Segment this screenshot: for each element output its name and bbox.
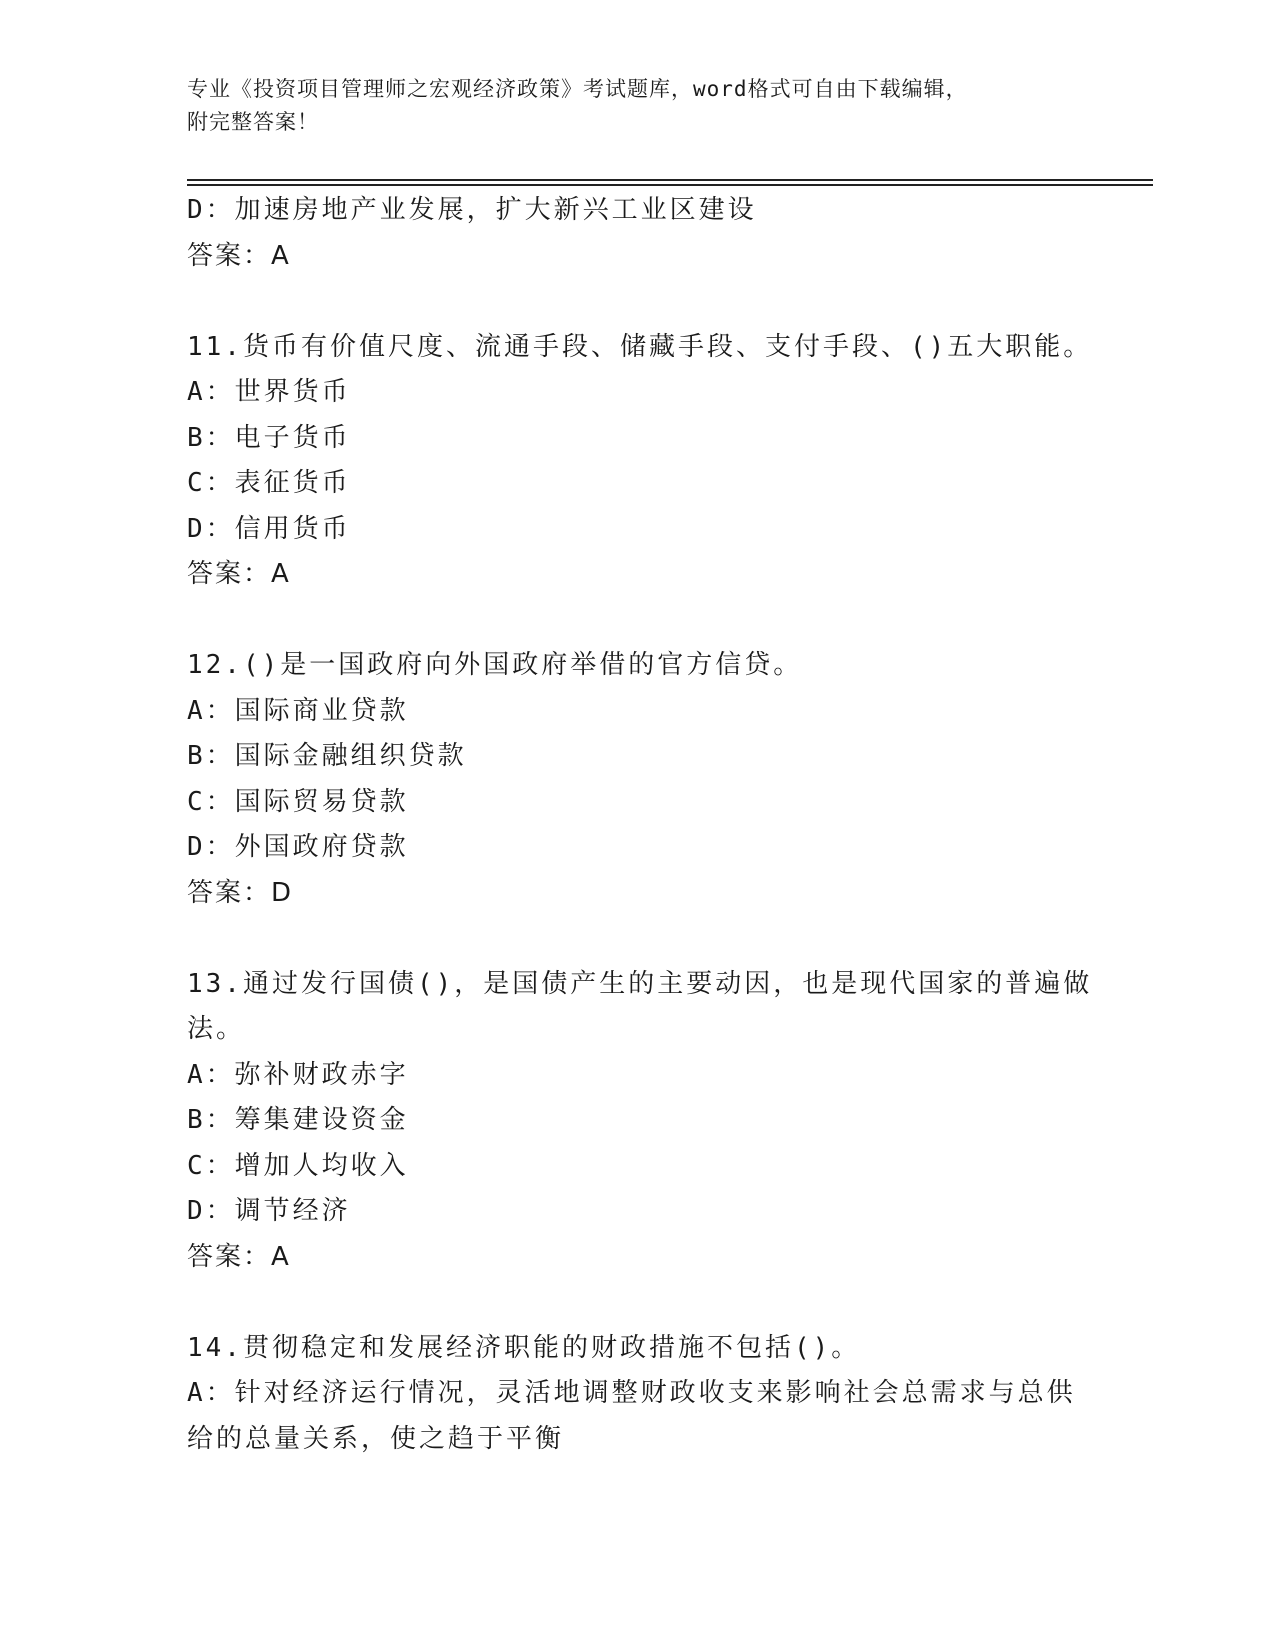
option-b: B：电子货币: [187, 422, 351, 453]
question-text: 12.()是一国政府向外国政府举借的官方信贷。: [187, 650, 803, 680]
question-text: 14.贯彻稳定和发展经济职能的财政措施不包括()。: [187, 1332, 861, 1363]
option-d: D：加速房地产业发展，扩大新兴工业区建设: [187, 195, 757, 225]
question-fragment-10: [187, 188, 1087, 279]
option-d: D：外国政府贷款: [187, 832, 409, 862]
header-line-2: 附完整答案！: [187, 110, 319, 134]
option-a: A：国际商业贷款: [187, 695, 409, 726]
question-11: [187, 325, 1093, 598]
option-d: D：调节经济: [187, 1196, 351, 1226]
document-header: [187, 73, 1067, 139]
option-c: C：国际贸易贷款: [187, 786, 409, 817]
option-a: A：世界货币: [187, 377, 351, 407]
header-line-1: 专业《投资项目管理师之宏观经济政策》考试题库，word格式可自由下载编辑，: [187, 77, 968, 101]
question-text: 11.货币有价值尺度、流通手段、储藏手段、支付手段、()五大职能。: [187, 331, 1093, 362]
question-13: [187, 962, 1093, 1281]
header-divider-top: [187, 179, 1153, 181]
spacer: [187, 598, 1087, 644]
option-a-line-1: A：针对经济运行情况，灵活地调整财政收支来影响社会总需求与总供: [187, 1378, 1076, 1408]
answer-line: 答案：A: [187, 240, 291, 271]
question-text-line-1: 13.通过发行国债()，是国债产生的主要动因，也是现代国家的普遍做: [187, 968, 1093, 999]
option-c: C：增加人均收入: [187, 1150, 409, 1181]
spacer: [187, 1280, 1087, 1326]
spacer: [187, 279, 1087, 325]
answer-line: 答案：A: [187, 1241, 291, 1272]
option-b: B：国际金融组织贷款: [187, 741, 467, 771]
option-c: C：表征货币: [187, 468, 351, 498]
question-list: [187, 188, 1093, 1462]
option-a: A：弥补财政赤字: [187, 1059, 409, 1090]
option-a-line-2: 给的总量关系，使之趋于平衡: [187, 1423, 565, 1454]
option-d: D：信用货币: [187, 513, 351, 544]
option-b: B：筹集建设资金: [187, 1105, 409, 1135]
spacer: [187, 916, 1087, 962]
question-14: [187, 1326, 1087, 1463]
question-12: [187, 643, 1087, 916]
answer-line: 答案：A: [187, 559, 291, 589]
question-text-line-2: 法。: [187, 1014, 246, 1044]
header-divider-bottom: [187, 184, 1153, 186]
answer-line: 答案：D: [187, 877, 294, 908]
